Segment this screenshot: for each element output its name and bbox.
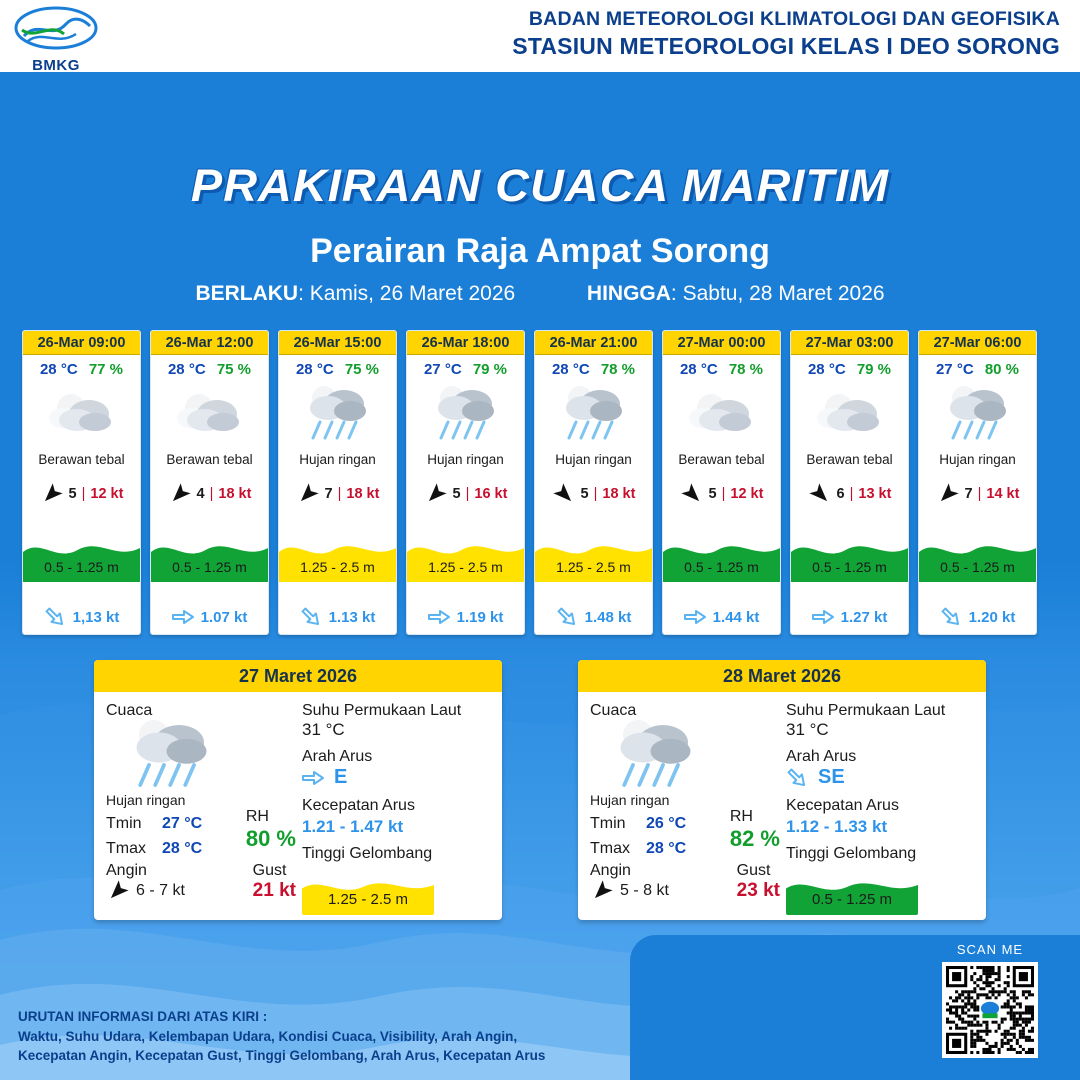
- forecast-wave: [279, 530, 396, 582]
- daily-weather-icon: [106, 720, 296, 790]
- forecast-wind-speed: 4: [196, 486, 205, 502]
- forecast-current-speed: 1,13 kt: [72, 608, 120, 626]
- forecast-time: 26-Mar 15:00: [279, 331, 396, 355]
- forecast-wind: 6 | 13 kt: [791, 485, 908, 503]
- daily-wind-speed: 6 - 7 kt: [136, 882, 185, 899]
- forecast-weather-icon: [407, 382, 524, 446]
- forecast-current: [279, 608, 396, 626]
- forecast-wind-speed: 5: [452, 486, 461, 502]
- forecast-card: [22, 330, 141, 635]
- daily-current-speed: 1.21 - 1.47 kt: [301, 817, 404, 836]
- forecast-gust: 18 kt: [218, 486, 252, 502]
- forecast-time: 26-Mar 18:00: [407, 331, 524, 355]
- wind-direction-icon: [549, 479, 579, 509]
- current-direction-icon: [172, 608, 194, 626]
- valid-to-value: : Sabtu, 28 Maret 2026: [670, 282, 885, 305]
- forecast-condition: Hujan ringan: [939, 452, 1016, 467]
- forecast-temp-humidity: [151, 355, 268, 378]
- forecast-wind: 4 | 18 kt: [151, 485, 268, 503]
- bmkg-logo: [12, 6, 100, 72]
- forecast-time: 26-Mar 12:00: [151, 331, 268, 355]
- forecast-card: [918, 330, 1037, 635]
- page-title: PRAKIRAAN CUACA MARITIM: [190, 160, 890, 211]
- forecast-wave-height: 0.5 - 1.25 m: [940, 559, 1015, 575]
- daily-sst: 31 °C: [785, 720, 829, 739]
- daily-gust: 23 kt: [736, 880, 780, 901]
- forecast-weather-icon: [151, 382, 268, 446]
- daily-rh: 82 %: [729, 826, 780, 851]
- forecast-weather-icon: [279, 382, 396, 446]
- forecast-temp: 28 °C: [167, 361, 206, 378]
- wind-direction-icon: [587, 876, 617, 906]
- wave-decoration-top: [0, 52, 1080, 122]
- daily-current-speed-label: Kecepatan Arus: [301, 797, 415, 814]
- forecast-time: 27-Mar 00:00: [663, 331, 780, 355]
- wind-direction-icon: [805, 479, 835, 509]
- forecast-gust: 12 kt: [90, 486, 124, 502]
- rain-icon: [940, 382, 1016, 446]
- forecast-time: 26-Mar 21:00: [535, 331, 652, 355]
- daily-sst-label: Suhu Permukaan Laut: [785, 702, 946, 719]
- legend-line-1: Waktu, Suhu Udara, Kelembapan Udara, Kondisi Cuaca, Visibility, Arah Angin,: [18, 1028, 518, 1044]
- forecast-gust: 14 kt: [986, 486, 1020, 502]
- forecast-card: [534, 330, 653, 635]
- forecast-temp: 27 °C: [423, 361, 462, 378]
- daily-forecast-panel: [578, 660, 986, 920]
- forecast-wave: [663, 530, 780, 582]
- daily-wind-speed: 5 - 8 kt: [620, 882, 669, 899]
- forecast-card: [150, 330, 269, 635]
- current-direction-icon: [812, 608, 834, 626]
- daily-current-dir-row: [302, 766, 490, 789]
- validity-row: [0, 282, 1080, 306]
- forecast-wind-speed: 5: [708, 486, 717, 502]
- forecast-wave: [151, 530, 268, 582]
- forecast-wave-height: 0.5 - 1.25 m: [684, 559, 759, 575]
- daily-rh: 80 %: [245, 826, 296, 851]
- forecast-temp: 28 °C: [679, 361, 718, 378]
- daily-wind-label: Angin: [106, 862, 147, 879]
- daily-gust-label: Gust: [736, 862, 771, 879]
- scan-me-block: [934, 942, 1046, 1058]
- daily-forecast-panel: [94, 660, 502, 920]
- wind-direction-icon: [421, 479, 451, 509]
- daily-wind-label: Angin: [590, 862, 631, 879]
- agency-name: BADAN METEOROLOGI KLIMATOLOGI DAN GEOFISIKA: [528, 8, 1060, 30]
- forecast-time: 27-Mar 03:00: [791, 331, 908, 355]
- daily-forecast-list: [0, 660, 1080, 920]
- forecast-temp: 27 °C: [935, 361, 974, 378]
- forecast-humidity: 79 %: [472, 361, 508, 378]
- forecast-wave-height: 1.25 - 2.5 m: [428, 559, 503, 575]
- daily-current-dir-label: Arah Arus: [301, 748, 373, 765]
- forecast-wind: 5 | 12 kt: [23, 485, 140, 503]
- daily-sst-label: Suhu Permukaan Laut: [301, 702, 462, 719]
- legend-note: [18, 1007, 658, 1066]
- legend-title: URUTAN INFORMASI DARI ATAS KIRI :: [18, 1009, 268, 1025]
- current-direction-icon: [552, 603, 580, 631]
- forecast-wind-speed: 7: [324, 486, 333, 502]
- current-direction-icon: [936, 603, 964, 631]
- forecast-wind-speed: 7: [964, 486, 973, 502]
- forecast-time: 26-Mar 09:00: [23, 331, 140, 355]
- forecast-gust: 18 kt: [602, 486, 636, 502]
- forecast-temp-humidity: [663, 355, 780, 378]
- forecast-humidity: 79 %: [856, 361, 892, 378]
- forecast-condition: Berawan tebal: [38, 452, 125, 467]
- forecast-temp-humidity: [23, 355, 140, 378]
- daily-wave-box: [302, 869, 434, 915]
- forecast-wave-height: 1.25 - 2.5 m: [300, 559, 375, 575]
- forecast-weather-icon: [919, 382, 1036, 446]
- wind-direction-icon: [165, 479, 195, 509]
- forecast-current-speed: 1.20 kt: [968, 608, 1016, 626]
- daily-wind-row: [106, 882, 229, 900]
- daily-condition: Hujan ringan: [590, 792, 670, 808]
- forecast-current: [791, 608, 908, 626]
- forecast-condition: Berawan tebal: [678, 452, 765, 467]
- forecast-current-speed: 1.07 kt: [200, 608, 248, 626]
- daily-current-speed: 1.12 - 1.33 kt: [785, 817, 888, 836]
- forecast-gust: 18 kt: [346, 486, 380, 502]
- daily-tmin-label: Tmin: [590, 815, 626, 832]
- daily-tmin: 27 °C: [162, 815, 203, 832]
- forecast-condition: Hujan ringan: [299, 452, 376, 467]
- forecast-wave: [23, 530, 140, 582]
- daily-tmin-row: [106, 815, 222, 833]
- forecast-card: [662, 330, 781, 635]
- cloudy-icon: [175, 388, 245, 440]
- daily-wave-label: Tinggi Gelombang: [301, 845, 433, 862]
- forecast-wind-speed: 6: [836, 486, 845, 502]
- forecast-weather-icon: [791, 382, 908, 446]
- valid-to-label: HINGGA: [586, 282, 671, 305]
- forecast-temp: 28 °C: [295, 361, 334, 378]
- daily-date: 28 Maret 2026: [578, 660, 986, 692]
- forecast-wind: 5 | 12 kt: [663, 485, 780, 503]
- legend-line-2: Kecepatan Angin, Kecepatan Gust, Tinggi Gelombang, Arah Arus, Kecepatan Arus: [18, 1048, 546, 1064]
- header-titles: [512, 8, 1060, 60]
- daily-tmax: 28 °C: [646, 840, 687, 857]
- scan-me-label: SCAN ME: [956, 942, 1024, 957]
- forecast-card: [278, 330, 397, 635]
- forecast-condition: Berawan tebal: [166, 452, 253, 467]
- daily-tmax-row: [590, 840, 706, 858]
- forecast-temp-humidity: [791, 355, 908, 378]
- daily-wind-row: [590, 882, 713, 900]
- forecast-temp: 28 °C: [807, 361, 846, 378]
- forecast-wave-height: 0.5 - 1.25 m: [172, 559, 247, 575]
- daily-weather-icon: [590, 720, 780, 790]
- forecast-temp-humidity: [407, 355, 524, 378]
- forecast-current-speed: 1.13 kt: [328, 608, 376, 626]
- wind-direction-icon: [37, 479, 67, 509]
- current-direction-icon: [684, 608, 706, 626]
- forecast-wind: 7 | 18 kt: [279, 485, 396, 503]
- daily-tmin-label: Tmin: [106, 815, 142, 832]
- forecast-humidity: 78 %: [728, 361, 764, 378]
- daily-wave-height: 0.5 - 1.25 m: [811, 891, 892, 908]
- forecast-humidity: 75 %: [344, 361, 380, 378]
- daily-tmax-label: Tmax: [590, 840, 630, 857]
- rain-icon: [124, 715, 219, 795]
- daily-current-dir-label: Arah Arus: [785, 748, 857, 765]
- forecast-weather-icon: [535, 382, 652, 446]
- current-direction-icon: [296, 603, 324, 631]
- wind-direction-icon: [677, 479, 707, 509]
- forecast-wind-speed: 5: [68, 486, 77, 502]
- daily-wave-box: [786, 869, 918, 915]
- forecast-condition: Hujan ringan: [427, 452, 504, 467]
- daily-current-speed-label: Kecepatan Arus: [785, 797, 899, 814]
- daily-current-dir-row: [786, 766, 974, 789]
- forecast-humidity: 78 %: [600, 361, 636, 378]
- forecast-wind: 5 | 18 kt: [535, 485, 652, 503]
- forecast-gust: 12 kt: [730, 486, 764, 502]
- daily-tmin-row: [590, 815, 706, 833]
- current-direction-icon: [40, 603, 68, 631]
- forecast-time: 27-Mar 06:00: [919, 331, 1036, 355]
- forecast-wave: [919, 530, 1036, 582]
- rain-icon: [428, 382, 504, 446]
- page-subtitle: Perairan Raja Ampat Sorong: [310, 232, 770, 270]
- daily-wave-height: 1.25 - 2.5 m: [327, 891, 408, 908]
- forecast-current: [919, 608, 1036, 626]
- forecast-current: [151, 608, 268, 626]
- forecast-temp-humidity: [919, 355, 1036, 378]
- daily-condition: Hujan ringan: [106, 792, 186, 808]
- forecast-wave: [407, 530, 524, 582]
- daily-tmax-label: Tmax: [106, 840, 146, 857]
- wind-direction-icon: [103, 876, 133, 906]
- cloudy-icon: [815, 388, 885, 440]
- valid-from-label: BERLAKU: [195, 282, 299, 305]
- forecast-current-speed: 1.27 kt: [840, 608, 888, 626]
- hourly-forecast-list: [22, 330, 1062, 635]
- forecast-wave-height: 1.25 - 2.5 m: [556, 559, 631, 575]
- forecast-current: [23, 608, 140, 626]
- qr-code[interactable]: [942, 962, 1038, 1058]
- forecast-gust: 13 kt: [858, 486, 892, 502]
- wind-direction-icon: [933, 479, 963, 509]
- forecast-humidity: 77 %: [88, 361, 124, 378]
- rain-icon: [608, 715, 703, 795]
- daily-weather-label: Cuaca: [590, 702, 637, 719]
- wind-direction-icon: [293, 479, 323, 509]
- forecast-card: [790, 330, 909, 635]
- forecast-temp: 28 °C: [39, 361, 78, 378]
- forecast-temp-humidity: [279, 355, 396, 378]
- rain-icon: [556, 382, 632, 446]
- valid-from-value: : Kamis, 26 Maret 2026: [298, 282, 516, 305]
- bmkg-logo-icon: [14, 6, 98, 50]
- forecast-wave-height: 0.5 - 1.25 m: [44, 559, 119, 575]
- forecast-gust: 16 kt: [474, 486, 508, 502]
- forecast-wave: [791, 530, 908, 582]
- forecast-current-speed: 1.19 kt: [456, 608, 504, 626]
- forecast-humidity: 75 %: [216, 361, 252, 378]
- daily-current-dir: E: [333, 766, 348, 788]
- current-direction-icon: [783, 763, 811, 791]
- current-direction-icon: [428, 608, 450, 626]
- qr-code-icon: [946, 966, 1034, 1054]
- forecast-humidity: 80 %: [984, 361, 1020, 378]
- daily-tmax-row: [106, 840, 222, 858]
- bmkg-logo-text: BMKG: [32, 57, 80, 74]
- daily-rh-label: RH: [729, 808, 753, 825]
- forecast-current: [407, 608, 524, 626]
- station-name: STASIUN METEOROLOGI KELAS I DEO SORONG: [512, 33, 1060, 59]
- daily-gust: 21 kt: [252, 880, 296, 901]
- forecast-current-speed: 1.44 kt: [712, 608, 760, 626]
- forecast-wind: 7 | 14 kt: [919, 485, 1036, 503]
- forecast-wave: [535, 530, 652, 582]
- forecast-temp-humidity: [535, 355, 652, 378]
- daily-current-dir: SE: [817, 766, 845, 788]
- forecast-current-speed: 1.48 kt: [584, 608, 632, 626]
- daily-gust-label: Gust: [252, 862, 287, 879]
- forecast-condition: Berawan tebal: [806, 452, 893, 467]
- daily-date: 27 Maret 2026: [94, 660, 502, 692]
- forecast-card: [406, 330, 525, 635]
- daily-weather-label: Cuaca: [106, 702, 153, 719]
- forecast-current: [663, 608, 780, 626]
- rain-icon: [300, 382, 376, 446]
- daily-tmin: 26 °C: [646, 815, 687, 832]
- cloudy-icon: [687, 388, 757, 440]
- daily-wave-label: Tinggi Gelombang: [785, 845, 917, 862]
- cloudy-icon: [47, 388, 117, 440]
- forecast-wave-height: 0.5 - 1.25 m: [812, 559, 887, 575]
- forecast-temp: 28 °C: [551, 361, 590, 378]
- forecast-condition: Hujan ringan: [555, 452, 632, 467]
- forecast-wind-speed: 5: [580, 486, 589, 502]
- forecast-weather-icon: [663, 382, 780, 446]
- forecast-weather-icon: [23, 382, 140, 446]
- daily-sst: 31 °C: [301, 720, 345, 739]
- daily-tmax: 28 °C: [162, 840, 203, 857]
- daily-rh-label: RH: [245, 808, 269, 825]
- current-direction-icon: [302, 769, 324, 787]
- forecast-wind: 5 | 16 kt: [407, 485, 524, 503]
- forecast-current: [535, 608, 652, 626]
